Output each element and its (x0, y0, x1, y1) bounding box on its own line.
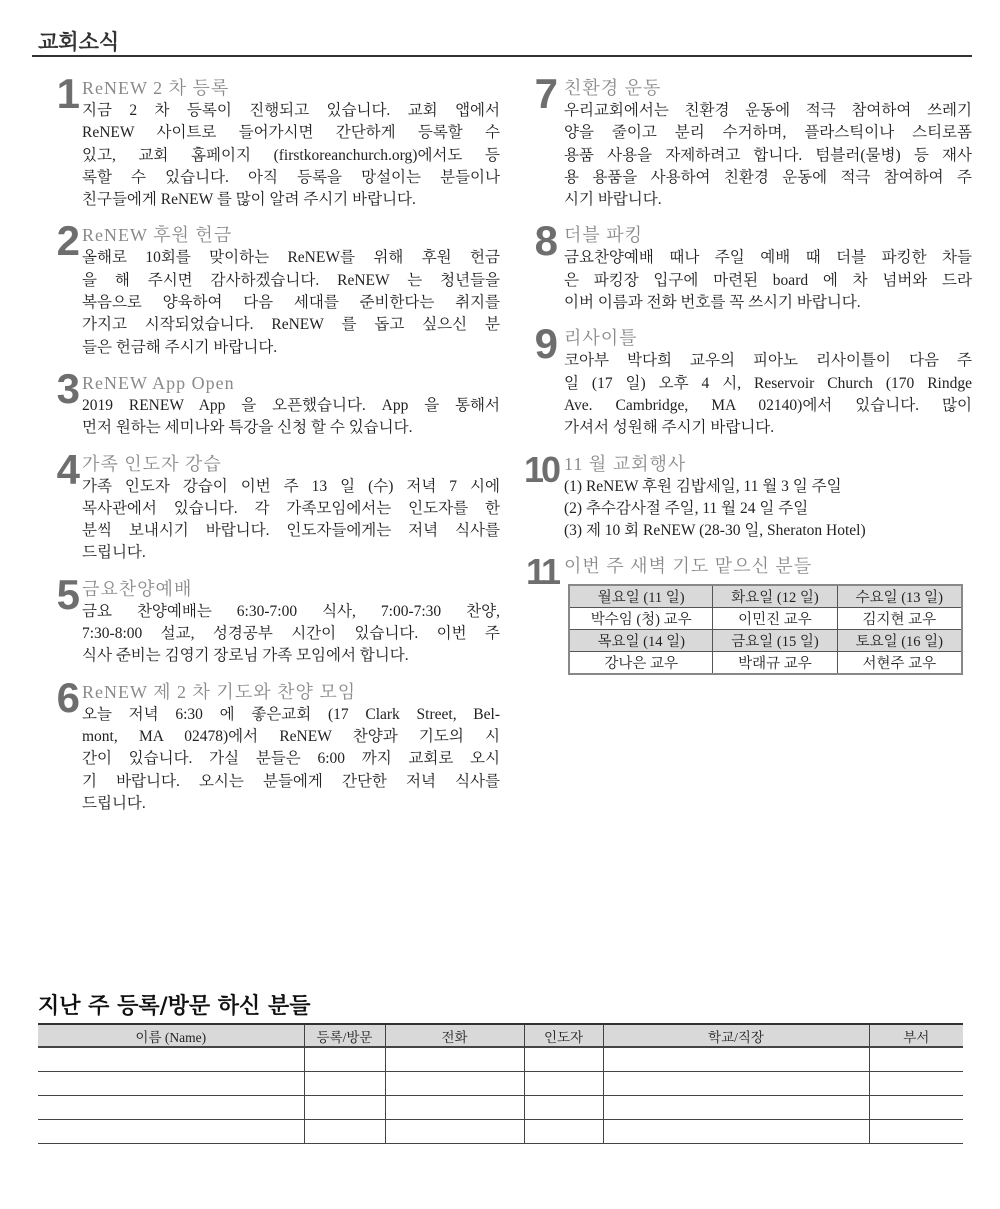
body-line: 있고, 교회 홈페이지 (firstkoreanchurch.org)에서도 등 (82, 146, 500, 164)
empty-cell (385, 1096, 524, 1120)
prayer-schedule-table (568, 584, 963, 675)
body-line: 드립니다. (82, 794, 146, 812)
empty-cell (38, 1096, 304, 1120)
item-title: 더블 파킹 (564, 225, 644, 246)
item-number: 10 (523, 448, 558, 490)
body-line: 목사관에서 있습니다. 각 가족모임에서는 인도자를 한 (82, 499, 500, 517)
left-column (36, 70, 500, 827)
empty-cell (603, 1047, 869, 1072)
day-cell: 토요일 (16 일) (837, 630, 962, 652)
empty-cell (869, 1047, 963, 1072)
item-number: 1 (56, 70, 80, 117)
body-line: 용품 사용을 자제하려고 합니다. 텀블러(물병) 등 재사 (564, 146, 972, 164)
news-item (36, 364, 500, 440)
item-title: ReNEW 2 차 등록 (82, 78, 230, 98)
body-line: 드립니다. (82, 544, 146, 562)
body-line: 금요찬양예배 때나 주일 예배 때 더블 파킹한 차들 (564, 249, 972, 267)
news-item (508, 217, 972, 314)
body-line: 기 바랍니다. 오시는 분들에게 간단한 저녁 식사를 (82, 772, 500, 790)
empty-cell (869, 1072, 963, 1096)
body-line: 가지고 시작되었습니다. ReNEW 를 돕고 싶으신 분 (82, 316, 500, 334)
item-body (82, 704, 500, 815)
registration-heading: 지난 주 등록/방문 하신 분들 (38, 993, 311, 1019)
body-line: (1) ReNEW 후원 김밥세일, 11 월 3 일 주일 (564, 477, 842, 495)
body-line: 이버 이름과 전화 번호를 꼭 쓰시기 바랍니다. (564, 294, 861, 312)
body-line: 먼저 원하는 세미나와 특강을 신청 할 수 있습니다. (82, 419, 413, 437)
table-row (38, 1120, 963, 1144)
column-header: 등록/방문 (304, 1024, 385, 1047)
item-body (82, 247, 500, 358)
empty-cell (38, 1047, 304, 1072)
empty-cell (304, 1072, 385, 1096)
item-number: 11 (525, 551, 558, 593)
news-item (36, 70, 500, 211)
right-column (508, 70, 972, 687)
item-title: 11 월 교회행사 (564, 453, 687, 474)
body-line: 오늘 저녁 6:30 에 좋은교회 (17 Clark Street, Bel- (82, 705, 500, 723)
item-number: 4 (56, 445, 80, 493)
news-item (36, 673, 500, 815)
body-line: Ave. Cambridge, MA 02140)에서 있습니다. 많이 (564, 396, 972, 414)
empty-cell (603, 1096, 869, 1120)
table-row (38, 1072, 963, 1096)
item-body (564, 476, 972, 543)
item-number: 3 (56, 364, 80, 412)
leader-cell: 강나은 교우 (569, 652, 713, 675)
news-item (508, 320, 972, 439)
day-cell: 금요일 (15 일) (713, 630, 837, 652)
title-divider (32, 55, 972, 57)
leader-cell: 이민진 교우 (713, 608, 837, 630)
body-line: 록할 수 있습니다. 아직 등록을 망설이는 분들이나 (82, 168, 500, 186)
item-number: 6 (56, 673, 80, 721)
item-body (564, 350, 972, 439)
body-line: 식사 준비는 김영기 장로님 가족 모임에서 합니다. (82, 647, 409, 665)
empty-cell (603, 1072, 869, 1096)
empty-cell (524, 1047, 603, 1072)
empty-cell (38, 1072, 304, 1096)
body-line: 용 용품을 사용하여 친환경 운동에 적극 참여하여 주 (564, 168, 972, 186)
body-line: (2) 추수감사절 주일, 11 월 24 일 주일 (564, 499, 809, 517)
empty-cell (385, 1047, 524, 1072)
item-number: 8 (534, 217, 558, 265)
column-header: 전화 (385, 1024, 524, 1047)
day-cell: 목요일 (14 일) (569, 630, 713, 652)
body-line: 올해로 10회를 맞이하는 ReNEW를 위해 후원 헌금 (82, 249, 500, 267)
news-item (36, 217, 500, 358)
empty-cell (524, 1120, 603, 1144)
empty-cell (869, 1120, 963, 1144)
item-title: 이번 주 새벽 기도 맡으신 분들 (564, 556, 813, 577)
day-cell: 화요일 (12 일) (713, 585, 837, 608)
column-header: 인도자 (524, 1024, 603, 1047)
item-number: 2 (56, 217, 80, 265)
body-line: 우리교회에서는 친환경 운동에 적극 참여하여 쓰레기 (564, 102, 972, 119)
empty-cell (304, 1047, 385, 1072)
body-line: 일 (17 일) 오후 4 시, Reservoir Church (170 Rindge (564, 374, 972, 392)
body-line: 양을 줄이고 분리 수거하며, 플라스틱이나 스티로폼 (564, 124, 972, 142)
news-item (36, 570, 500, 668)
leader-cell: 김지현 교우 (837, 608, 962, 630)
body-line: mont, MA 02478)에서 ReNEW 찬양과 기도의 시 (82, 727, 500, 745)
body-line: 금요 찬양예배는 6:30-7:00 식사, 7:00-7:30 찬양, (82, 602, 500, 620)
body-line: 친구들에게 ReNEW 를 많이 알려 주시기 바랍니다. (82, 191, 416, 209)
body-line: 가족 인도자 강습이 이번 주 13 일 (수) 저녁 7 시에 (82, 477, 500, 495)
body-line: 2019 RENEW App 을 오픈했습니다. App 을 통해서 (82, 396, 500, 414)
day-row (569, 630, 962, 652)
item-title: 가족 인도자 강습 (82, 453, 222, 474)
body-line: 을 해 주시면 감사하겠습니다. ReNEW 는 청년들을 (82, 271, 500, 289)
item-title: ReNEW 후원 헌금 (82, 225, 233, 246)
empty-cell (304, 1096, 385, 1120)
body-line: 복음으로 양육하여 다음 세대를 준비한다는 취지를 (82, 294, 500, 312)
body-line: (3) 제 10 회 ReNEW (28-30 일, Sheraton Hotel) (564, 522, 866, 540)
body-line: ReNEW 사이트로 들어가시면 간단하게 등록할 수 (82, 124, 500, 142)
table-row (38, 1096, 963, 1120)
body-line: 들은 헌금해 주시기 바랍니다. (82, 338, 278, 356)
day-cell: 수요일 (13 일) (837, 585, 962, 608)
news-item (508, 70, 972, 211)
column-header: 학교/직장 (603, 1024, 869, 1047)
leader-row (569, 608, 962, 630)
news-item (508, 551, 972, 675)
empty-cell (524, 1072, 603, 1096)
item-body (82, 395, 500, 440)
column-header: 이름 (Name) (38, 1024, 304, 1047)
item-title: 금요찬양예배 (82, 578, 193, 599)
body-line: 7:30-8:00 설교, 성경공부 시간이 있습니다. 이번 주 (82, 625, 500, 643)
empty-cell (385, 1120, 524, 1144)
item-body (82, 476, 500, 565)
body-line: 코아부 박다희 교우의 피아노 리사이틀이 다음 주 (564, 352, 972, 370)
empty-cell (869, 1096, 963, 1120)
item-body (564, 247, 972, 314)
body-line: 은 파킹장 입구에 마련된 board 에 차 넘버와 드라 (564, 271, 972, 289)
empty-cell (524, 1096, 603, 1120)
day-row (569, 585, 962, 608)
news-item (36, 445, 500, 565)
body-line: 시기 바랍니다. (564, 191, 662, 209)
day-cell: 월요일 (11 일) (569, 585, 713, 608)
column-header: 부서 (869, 1024, 963, 1047)
body-line: 간이 있습니다. 가실 분들은 6:00 까지 교회로 오시 (82, 750, 500, 768)
item-body (82, 601, 500, 668)
item-number: 5 (56, 570, 80, 618)
item-title: 친환경 운동 (564, 78, 662, 98)
news-item (508, 448, 972, 543)
item-body (564, 100, 972, 211)
body-line: 지금 2 차 등록이 진행되고 있습니다. 교회 앱에서 (82, 102, 500, 119)
leader-cell: 박수임 (청) 교우 (569, 608, 713, 630)
body-line: 가셔서 성원해 주시기 바랍니다. (564, 419, 775, 437)
empty-cell (304, 1120, 385, 1144)
item-body (82, 100, 500, 211)
registration-table (38, 1023, 963, 1144)
item-number: 9 (534, 320, 558, 368)
body-line: 분씩 보내시기 바랍니다. 인도자들에게는 저녁 식사를 (82, 522, 500, 540)
empty-cell (385, 1072, 524, 1096)
empty-cell (603, 1120, 869, 1144)
item-number: 7 (534, 70, 558, 117)
item-title: ReNEW 제 2 차 기도와 찬양 모임 (82, 681, 357, 702)
page-title: 교회소식 (38, 30, 120, 54)
leader-cell: 서현주 교우 (837, 652, 962, 675)
item-title: 리사이틀 (564, 328, 638, 349)
leader-row (569, 652, 962, 675)
empty-cell (38, 1120, 304, 1144)
item-title: ReNEW App Open (82, 372, 235, 393)
leader-cell: 박래규 교우 (713, 652, 837, 675)
table-row (38, 1047, 963, 1072)
